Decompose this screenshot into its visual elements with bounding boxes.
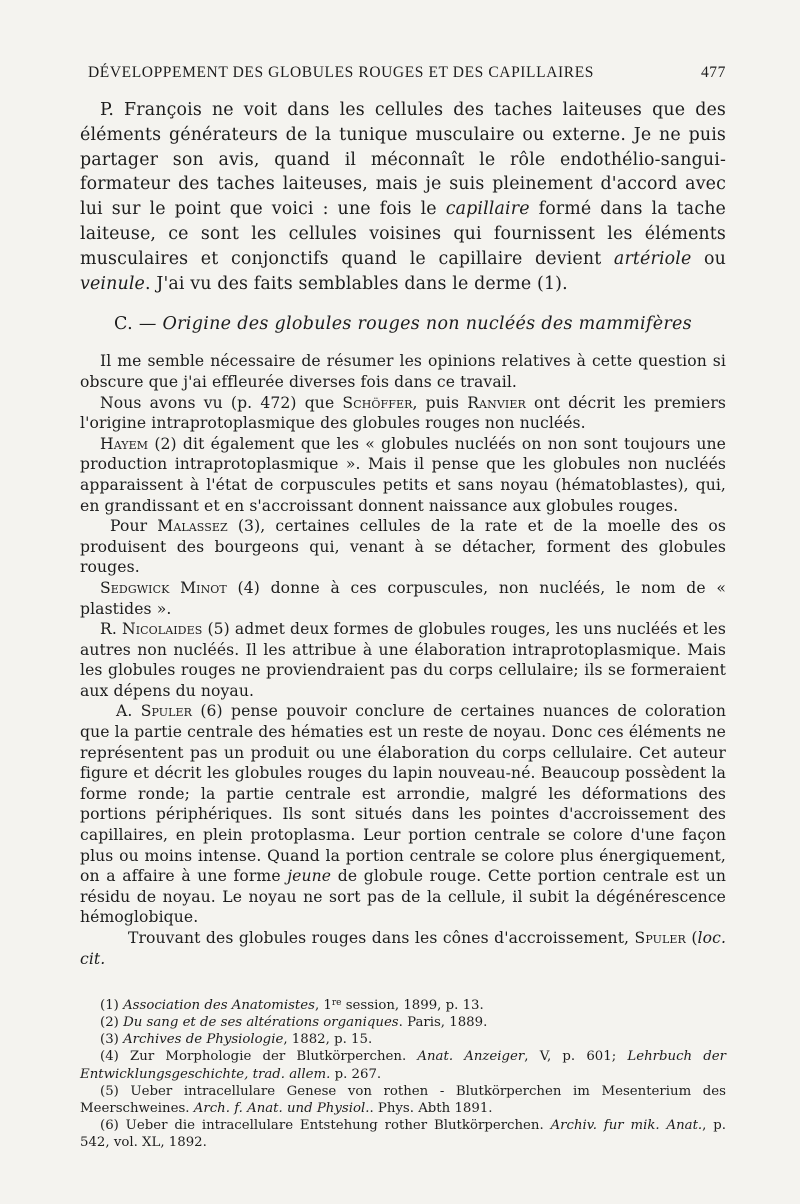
author-name: Sedgwick Minot <box>100 578 227 597</box>
section-title: Origine des globules rouges non nucléés des mammifères <box>162 314 692 335</box>
footnote-number: (2) <box>100 1015 124 1031</box>
author-name: Spuler <box>634 929 686 947</box>
footnote-title: Arch. f. Anat. und Physiol. <box>193 1100 370 1116</box>
body-text <box>80 351 726 969</box>
footnote-text: (4) Zur Morphologie der Blutkörperchen. <box>100 1049 418 1065</box>
footnote-title: Anat. Anzeiger <box>417 1049 525 1065</box>
footnote <box>80 1031 726 1048</box>
paragraph-text: ont décrit les premiers l'origine intraprotoplasmique des globules rouges non nucléés. <box>80 393 727 433</box>
paragraph <box>80 701 726 928</box>
emphasis: loc. cit. <box>80 929 726 968</box>
intro-emphasis: veinule <box>80 273 145 294</box>
intro-paragraph <box>80 98 726 296</box>
footnote-text: session, 1899, p. 13. <box>341 998 484 1014</box>
paragraph-text: Nous avons vu (p. 472) que <box>100 393 343 412</box>
footnote <box>80 1048 726 1082</box>
footnote-title: Archiv. fur mik. Anat. <box>550 1117 703 1133</box>
page-number: 477 <box>700 64 726 81</box>
footnote-text: (5) Ueber intracellulare Genese von rothen - Blutkörperchen im Mesenterium des Meerschweines. <box>80 1083 726 1116</box>
paragraph-text: ( <box>685 929 698 947</box>
paragraph-text: (5) admet deux formes de globules rouges, les uns nucléés et les autres non nucléés. Il les attribue à une élaboration intraprotoplasmique. Mais les globules rouges ne proviendraient pas du corps cellulaire; ils se formeraient aux dépens du noyau. <box>80 620 726 700</box>
footnote <box>80 1083 726 1117</box>
footnote-number: (1) <box>100 998 124 1014</box>
paragraph-text: Il me semble nécessaire de résumer les opinions relatives à cette question si obscure que j'ai effleurée diverses fois dans ce travail. <box>80 352 726 391</box>
paragraph-text: (3), certaines cellules de la rate et de la moelle des os produisent des bourgeons qui, venant à se détacher, forment des globules rouges. <box>80 517 726 577</box>
footnote-title: Lehrbuch der Entwicklungsgeschichte, trad. allem. <box>80 1049 727 1082</box>
author-name: Spuler <box>140 702 193 721</box>
paragraph <box>80 516 726 578</box>
intro-emphasis: capillaire <box>445 199 530 220</box>
footnote-title: Association des Anatomistes <box>123 998 315 1014</box>
intro-text: ou <box>691 248 726 269</box>
footnotes <box>80 995 726 1151</box>
paragraph <box>80 393 726 434</box>
paragraph <box>80 619 726 701</box>
footnote <box>80 1117 726 1151</box>
footnote-text: , V, p. 601; <box>524 1049 628 1065</box>
paragraph-text: Pour <box>110 517 158 536</box>
intro-text: . J'ai vu des faits semblables dans le derme (1). <box>144 273 568 294</box>
footnote-title: Archives de Physiologie <box>123 1032 284 1048</box>
document-page <box>80 62 726 1151</box>
footnote <box>80 1014 726 1031</box>
paragraph-text: (6) pense pouvoir conclure de certaines nuances de coloration que la partie centrale des hématies est un reste de noyau. Donc ces éléments ne représentent pas un produit ou une élaboration du corps cellulaire. Cet auteur figure et décrit les globules rouges du lapin nouveau-né. Beaucoup possèdent la forme ronde; la partie centrale est arrondie, malgré les déformations des portions périphériques. Ils sont situés dans les pointes d'accroissement des capillaires, en plein protoplasma. Leur portion centrale se colore d'une façon plus ou moins intense. Quand la portion centrale se colore plus énergiquement, on a affaire à une forme <box>80 702 726 886</box>
paragraph-text: (2) dit également que les « globules nucléés on non sont toujours une production intraprotoplasmique ». Mais il pense que les globules non nucléés apparaissent à l'état de corpuscules petits et sans noyau (hématoblastes), qui, en grandissant et en s'accroissant donnent naissance aux globules rouges. <box>80 434 726 515</box>
paragraph-text: Trouvant des globules rouges dans les cônes d'accroissement, <box>128 929 635 947</box>
paragraph-text: de globule rouge. Cette portion centrale est un résidu de noyau. Le noyau ne sort pas de la cellule, il subit la dégénérescence hémoglobique. <box>80 867 727 927</box>
footnote-text: . Phys. Abth 1891. <box>369 1100 493 1116</box>
running-header <box>80 62 726 84</box>
paragraph-text: R. <box>100 620 122 639</box>
footnote-superscript: re <box>331 998 342 1009</box>
paragraph <box>80 351 726 392</box>
footnote-text: , 1 <box>314 998 332 1014</box>
section-letter: C. — <box>114 314 163 335</box>
footnote-text: p. 267. <box>330 1066 382 1082</box>
paragraph <box>80 578 726 619</box>
footnote-text: , 1882, p. 15. <box>283 1032 373 1048</box>
author-name: Nicolaides <box>121 620 203 639</box>
emphasis: jeune <box>287 867 332 886</box>
footnote-text: , p. 542, vol. XL, 1892. <box>80 1117 726 1150</box>
paragraph <box>80 928 726 969</box>
intro-emphasis: artériole <box>613 248 692 269</box>
paragraph-text: A. <box>116 702 141 721</box>
author-name: Malassez <box>157 517 228 536</box>
footnote-title: Du sang et de ses altérations organiques <box>123 1015 399 1031</box>
section-heading <box>80 309 726 339</box>
paragraph-text: , puis <box>412 393 468 412</box>
footnote-number: (3) <box>100 1032 124 1048</box>
intro-text: P. François ne voit dans les cellules des taches laiteuses que des éléments générateurs de la tunique musculaire ou externe. Je ne puis partager son avis, quand il méconnaît le rôle endothélio-sangui-formateur des taches laiteuses, mais je suis pleinement d'accord avec lui sur le point que voici : une fois le <box>80 100 726 220</box>
paragraph <box>80 434 726 516</box>
author-name: Schöffer <box>342 393 413 412</box>
intro-text: formé dans la tache laiteuse, ce sont les cellules voisines qui fournissent les éléments musculaires et conjonctifs quand le capillaire devient <box>80 199 726 269</box>
footnote <box>80 995 726 1014</box>
paragraph-text: (4) donne à ces corpuscules, non nucléés, le nom de « plastides ». <box>80 578 726 618</box>
author-name: Hayem <box>100 434 149 453</box>
footnote-text: (6) Ueber die intracellulare Entstehung rother Blutkörperchen. <box>100 1117 551 1133</box>
author-name: Ranvier <box>467 393 526 412</box>
footnote-text: . Paris, 1889. <box>398 1015 488 1031</box>
running-title: DÉVELOPPEMENT DES GLOBULES ROUGES ET DES CAPILLAIRES <box>88 64 594 81</box>
